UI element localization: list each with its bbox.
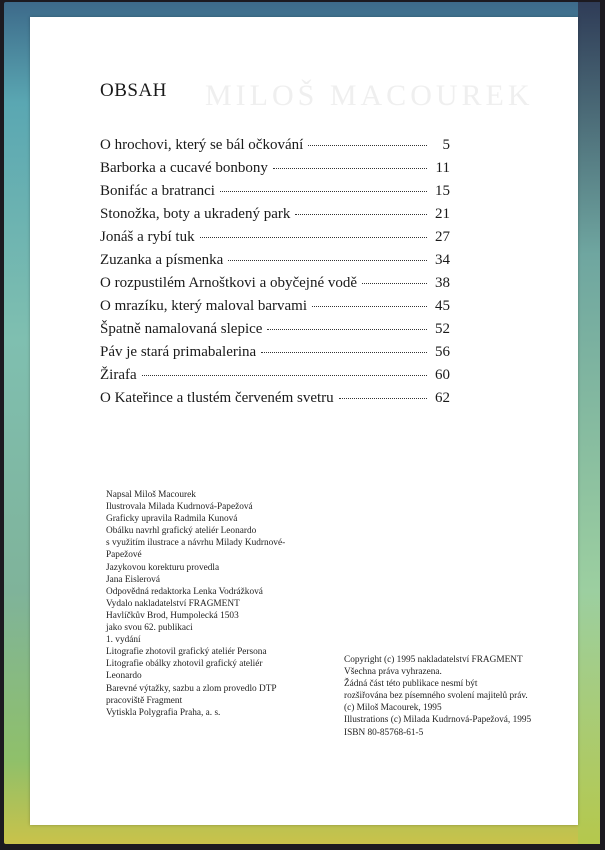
toc-entry-page: 60 <box>435 367 450 383</box>
show-through-title: MILOŠ MACOUREK <box>205 79 534 112</box>
toc-entry-page: 62 <box>435 390 450 406</box>
toc-entry-title: Páv je stará primabalerina <box>100 344 257 360</box>
toc-entry <box>100 229 450 252</box>
credit-line: pracoviště Fragment <box>106 695 183 706</box>
toc-entry-page: 56 <box>435 344 450 360</box>
copyright-line: ISBN 80-85768-61-5 <box>344 727 424 738</box>
toc-entry-title: Stonožka, boty a ukradený park <box>100 206 291 222</box>
credit-line: Leonardo <box>106 671 142 682</box>
copyright-line: rozšiřována bez písemného svolení majitelů práv. <box>344 691 528 702</box>
toc-entry-title: Barborka a cucavé bonbony <box>100 160 268 176</box>
credit-line: jako svou 62. publikaci <box>106 623 193 634</box>
copyright-line: Žádná část této publikace nesmí být <box>344 679 478 690</box>
dot-leader <box>339 398 427 399</box>
dot-leader <box>228 260 427 261</box>
toc-entry <box>100 137 450 160</box>
page-title: OBSAH <box>100 80 167 101</box>
book-page <box>30 17 578 825</box>
dot-leader <box>295 214 427 215</box>
toc-entry <box>100 367 450 390</box>
copyright-line: Copyright (c) 1995 nakladatelství FRAGMENT <box>344 655 523 665</box>
credit-line: Jazykovou korekturu provedla <box>106 562 220 573</box>
credit-line: Graficky upravila Radmila Kunová <box>106 514 238 525</box>
copyright-line: Illustrations (c) Milada Kudrnová-Papežová, 1995 <box>344 715 532 726</box>
toc-entry-page: 27 <box>435 229 450 245</box>
toc-entry <box>100 183 450 206</box>
credit-line: Obálku navrhl grafický ateliér Leonardo <box>106 526 257 537</box>
cover-edge <box>578 2 600 844</box>
toc-entry-title: O rozpustilém Arnoštkovi a obyčejné vodě <box>100 275 358 291</box>
credit-line: s využitím ilustrace a návrhu Milady Kudrnové- <box>106 538 286 549</box>
credit-line: Papežové <box>106 550 142 561</box>
dot-leader <box>308 145 427 146</box>
copyright-line: Všechna práva vyhrazena. <box>344 667 442 678</box>
toc-entry-page: 45 <box>435 298 450 314</box>
credit-line: Napsal Miloš Macourek <box>106 490 196 500</box>
toc-entry-title: Bonifác a bratranci <box>100 183 215 199</box>
toc-entry-page: 15 <box>435 183 450 199</box>
dot-leader <box>273 168 427 169</box>
toc-entry-title: Špatně namalovaná slepice <box>100 321 263 337</box>
toc-entry <box>100 344 450 367</box>
credit-line: Vydalo nakladatelství FRAGMENT <box>106 598 240 609</box>
toc-entry <box>100 252 450 275</box>
credit-line: Vytiskla Polygrafia Praha, a. s. <box>106 707 221 718</box>
dot-leader <box>362 283 427 284</box>
credit-line: 1. vydání <box>106 635 141 646</box>
copyright-block <box>344 654 566 739</box>
toc-entry-page: 38 <box>435 275 450 291</box>
toc-entry <box>100 206 450 229</box>
toc-entry-title: O hrochovi, který se bál očkování <box>100 137 304 153</box>
toc-entry-page: 21 <box>435 206 450 222</box>
credit-line: Jana Eislerová <box>106 574 160 585</box>
toc-entry-page: 52 <box>435 321 450 337</box>
toc-entry-title: Jonáš a rybí tuk <box>100 229 195 245</box>
credit-line: Litografie obálky zhotovil grafický ateliér <box>106 659 263 670</box>
credits-block <box>106 489 316 719</box>
toc-entry-title: Žirafa <box>100 367 137 383</box>
toc-entry <box>100 321 450 344</box>
toc-entry-title: O Kateřince a tlustém červeném svetru <box>100 390 334 406</box>
credit-line: Havlíčkův Brod, Humpolecká 1503 <box>106 610 239 621</box>
credit-line: Odpovědná redaktorka Lenka Vodrážková <box>106 586 263 597</box>
dot-leader <box>220 191 427 192</box>
toc-entry <box>100 275 450 298</box>
dot-leader <box>261 352 427 353</box>
table-of-contents <box>100 137 450 413</box>
toc-entry-title: Zuzanka a písmenka <box>100 252 224 268</box>
toc-entry-page: 5 <box>442 137 450 153</box>
toc-entry <box>100 390 450 413</box>
copyright-line: (c) Miloš Macourek, 1995 <box>344 703 442 714</box>
credit-line: Barevné výtažky, sazbu a zlom provedlo DTP <box>106 683 277 694</box>
toc-entry-page: 34 <box>435 252 450 268</box>
credit-line: Litografie zhotovil grafický ateliér Persona <box>106 647 267 658</box>
dot-leader <box>200 237 427 238</box>
toc-entry <box>100 298 450 321</box>
dot-leader <box>312 306 427 307</box>
toc-entry <box>100 160 450 183</box>
toc-entry-title: O mrazíku, který maloval barvami <box>100 298 308 314</box>
dot-leader <box>267 329 427 330</box>
toc-entry-page: 11 <box>435 160 450 176</box>
dot-leader <box>142 375 427 376</box>
credit-line: Ilustrovala Milada Kudrnová-Papežová <box>106 502 253 513</box>
